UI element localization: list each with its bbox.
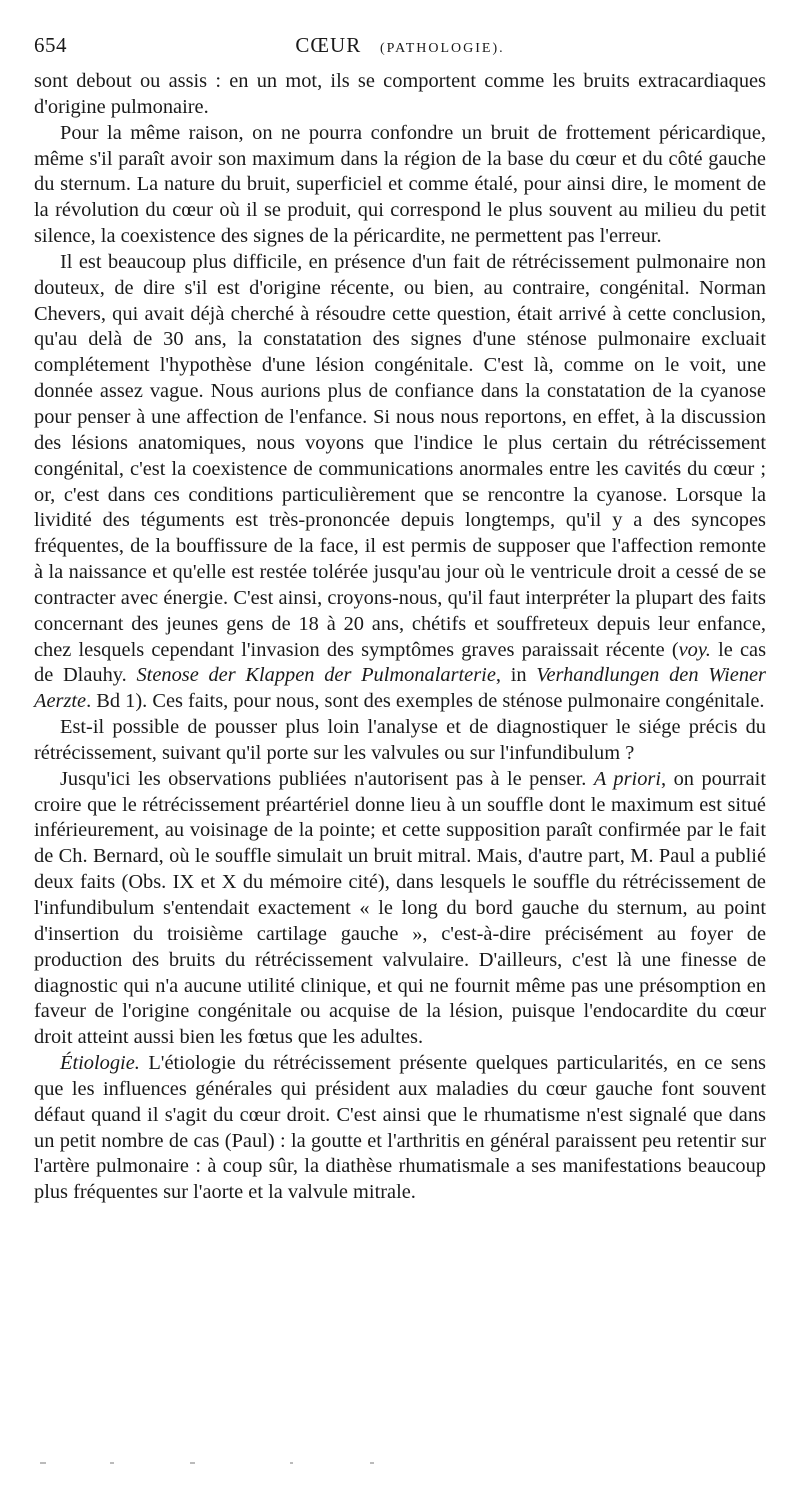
paragraph (34, 121, 766, 250)
running-head (34, 28, 766, 66)
text-run: sont debout ou assis : en un mot, ils se comportent comme les bruits extracardiaques d'origine pulmonaire. (34, 70, 766, 118)
page-header (34, 28, 766, 62)
paragraph (34, 1051, 766, 1206)
italic-text: Verhandlungen den Wiener Aerzte (34, 664, 766, 713)
body-text (34, 69, 766, 1206)
page-number: 654 (34, 33, 67, 57)
scan-artifact-marks (40, 1462, 760, 1466)
text-run: L'étiologie du rétrécissement présente quelques particularités, en ce sens que les influences générales qui président aux maladies du cœur gauche font souvent défaut quand il s'agit du cœur droit. C'est ainsi que le rhumatisme n'est signalé que dans un petit nombre de cas (Paul) : la goutte et l'arthritis en général paraissent peu retentir sur l'artère pulmonaire : à coup sûr, la diathèse rhumatismale a ses manifestations beaucoup plus fréquentes sur l'aorte et la valvule mitrale. (34, 1052, 766, 1204)
paragraph (34, 767, 766, 1051)
text-run: Il est beaucoup plus difficile, en présence d'un fait de rétrécissement pulmonaire non douteux, de dire s'il est d'origine récente, ou bien, au contraire, congénital. Norman Chevers, qui avait déjà cherché à résoudre cette question, était arrivé à cette conclusion, qu'au delà de 30 ans, la constatation des signes d'une sténose pulmonaire excluait complétement l'hypothèse d'une lésion congénitale. C'est là, comme on le voit, une donnée assez vague. Nous aurions plus de confiance dans la constatation de la cyanose pour penser à une affection de l'enfance. Si nous nous reportons, en effet, à la discussion des lésions anatomiques, nous voyons que l'indice le plus certain du rétrécissement congénital, c'est la coexistence de communications anormales entre les cavités du cœur ; or, c'est dans ces conditions particulièrement que se rencontre la cyanose. Lorsque la lividité des téguments est très-prononcée depuis longtemps, qu'il y a des syncopes fréquentes, de la bouffissure de la face, il est permis de supposer que l'affection remonte à la naissance et qu'elle est restée tolérée jusqu'au jour où le ventricule droit a cessé de se contracter avec énergie. C'est ainsi, croyons-nous, qu'il faut interpréter la plupart des faits concernant des jeunes gens de 18 à 20 ans, chétifs et souffreteux depuis leur enfance, chez lesquels cependant l'invasion des symptômes graves paraissait récente ( (34, 250, 766, 661)
text-run: le cas de Dlauhy. (34, 638, 767, 687)
text-run: . Bd 1). Ces faits, pour nous, sont des exemples de sténose pulmonaire congénitale. (86, 690, 765, 713)
text-run: Jusqu'ici les observations publiées n'autorisent pas à le penser. (60, 767, 594, 790)
italic-text: A priori (593, 767, 662, 790)
italic-text: Étiologie. (60, 1052, 140, 1075)
running-head-subtitle: (PATHOLOGIE). (379, 41, 505, 56)
text-run: Pour la même raison, on ne pourra confondre un bruit de frottement péricardique, même s'il paraît avoir son maximum dans la région de la base du cœur et du côté gauche du sternum. La nature du bruit, superficiel et comme étalé, pour ainsi dire, le moment de la révolution du cœur où il se produit, qui correspond le plus souvent au milieu du petit silence, la coexistence des signes de la péricardite, ne permettent pas l'erreur. (34, 121, 766, 248)
italic-text: voy. (678, 638, 711, 661)
paragraph (34, 715, 766, 767)
document-page (34, 28, 766, 1206)
paragraph (34, 69, 766, 121)
italic-text: Stenose der Klappen der Pulmonalarterie (136, 664, 496, 687)
text-run: , on pourrait croire que le rétrécissement préartériel donne lieu à un souffle dont le maximum est situé inférieurement, au voisinage de la pointe; et cette supposition paraît confirmée par le fait de Ch. Bernard, où le souffle simulait un bruit mitral. Mais, d'autre part, M. Paul a publié deux faits (Obs. IX et X du mémoire cité), dans lesquels le souffle du rétrécissement de l'infundibulum s'entendait exactement « le long du bord gauche du sternum, au point d'insertion du troisième cartilage gauche », c'est-à-dire précisément au foyer de production des bruits du rétrécissement valvulaire. D'ailleurs, c'est là une finesse de diagnostic qui n'a aucune utilité clinique, et qui ne fournit même pas une présomption en faveur de l'origine congénitale ou acquise de la lésion, puisque l'endocardite du cœur droit atteint aussi bien les fœtus que les adultes. (34, 767, 766, 1049)
paragraph (34, 250, 766, 715)
text-run: Est-il possible de pousser plus loin l'analyse et de diagnostiquer le siége précis du rétrécissement, suivant qu'il porte sur les valvules ou sur l'infundibulum ? (34, 716, 766, 764)
text-run: , in (495, 664, 537, 687)
running-head-title: CŒUR (295, 33, 362, 57)
